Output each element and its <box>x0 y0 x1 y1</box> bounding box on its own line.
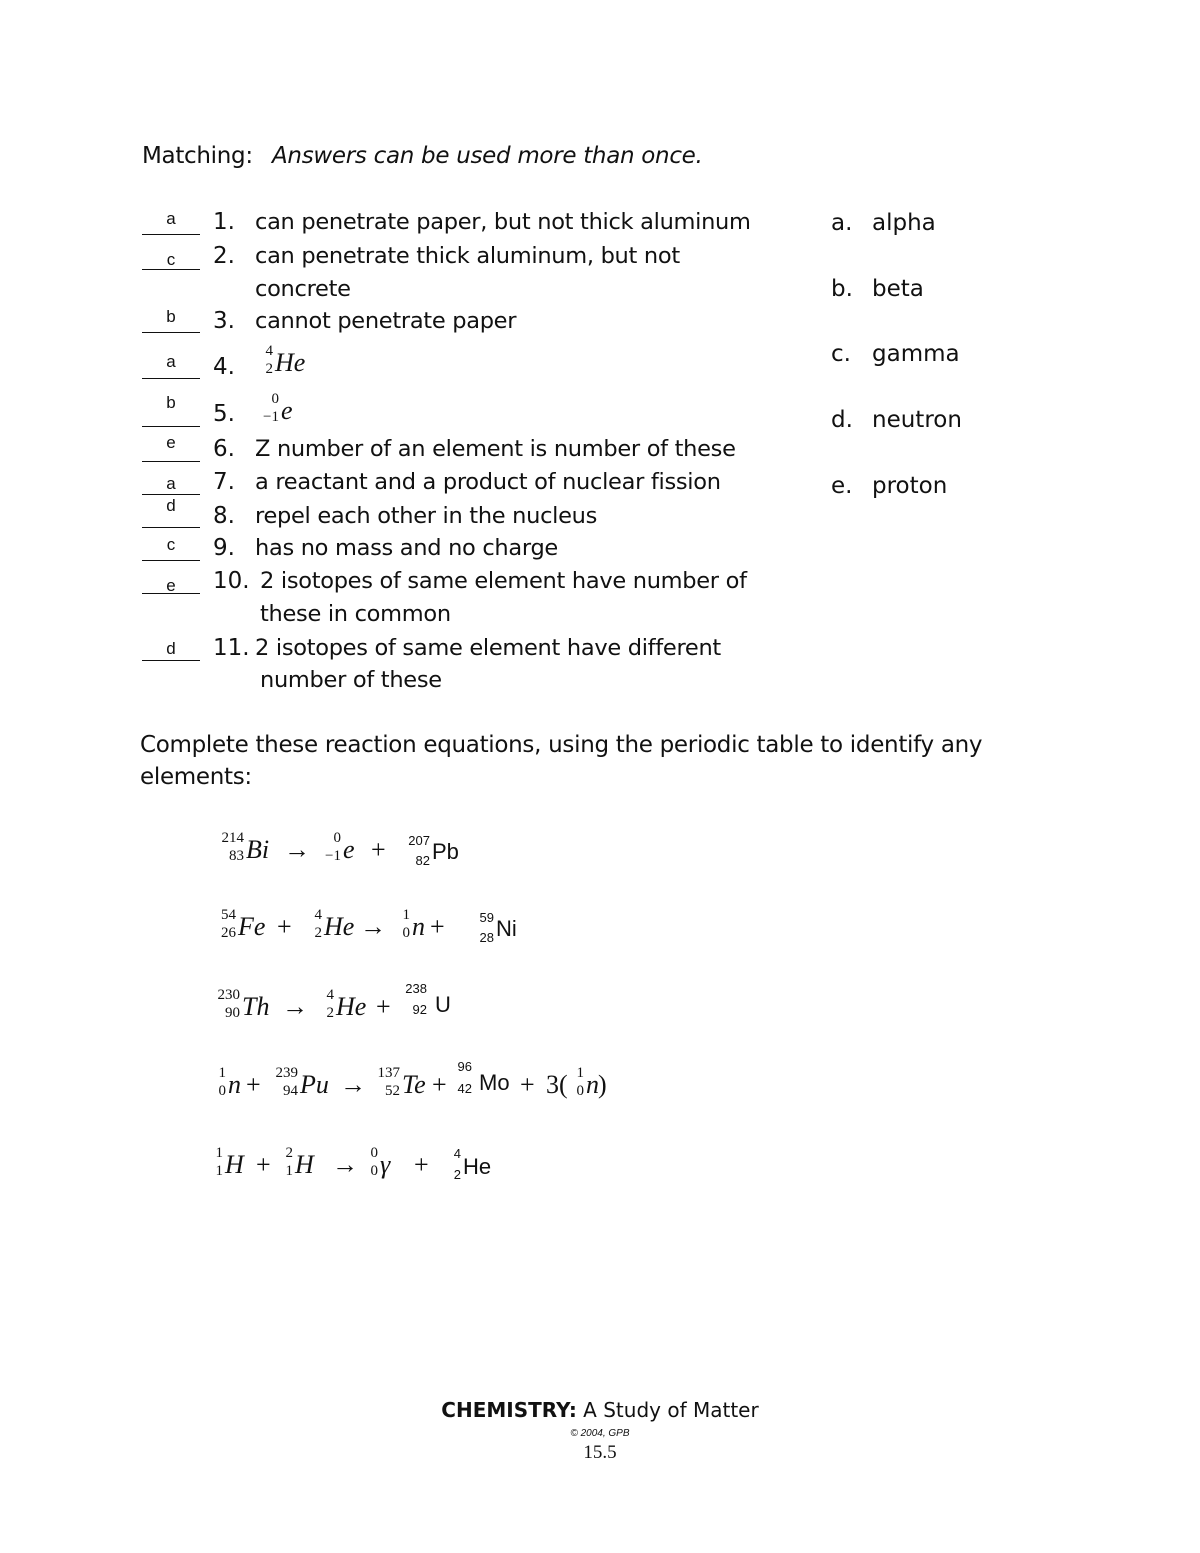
question-text-1: can penetrate paper, but not thick aluminum <box>255 209 751 235</box>
question-text-2-cont: concrete <box>255 276 351 302</box>
gamma-ray: 0 0 γ <box>370 1145 391 1179</box>
arrow: → <box>340 1070 366 1099</box>
plus: + <box>256 1150 271 1179</box>
question-text-10: 2 isotopes of same element have number of <box>260 568 747 594</box>
answer-blank-6[interactable]: e <box>142 437 200 462</box>
answer-blank-3[interactable]: b <box>142 308 200 333</box>
choice-alpha: alpha <box>872 210 936 236</box>
question-text-9: has no mass and no charge <box>255 535 558 561</box>
nuclide-tellurium-137: 137 52 Te <box>377 1065 426 1099</box>
reaction-instructions: Complete these reaction equations, using the periodic table to identify any <box>140 732 983 758</box>
coefficient-three: 3( <box>546 1070 568 1099</box>
question-number-5: 5. <box>213 401 235 427</box>
question-number-6: 6. <box>213 436 235 462</box>
question-number-3: 3. <box>213 308 235 334</box>
book-title: CHEMISTRY: A Study of Matter <box>441 1398 759 1422</box>
question-text-11-cont: number of these <box>260 667 442 693</box>
question-number-8: 8. <box>213 503 235 529</box>
nuclide-helium-4: 4 2 He <box>326 987 367 1021</box>
arrow: → <box>282 992 308 1021</box>
nuclide-neutron: 1 0 n <box>402 907 425 941</box>
nuclide-hydrogen-2: 2 1 H <box>285 1145 314 1179</box>
arrow: → <box>360 912 386 941</box>
matching-heading: Matching: <box>142 143 253 169</box>
plus: + <box>246 1070 261 1099</box>
copyright: © 2004, GPB <box>570 1428 630 1439</box>
answer-helium-4: 4 2 He <box>453 1146 492 1182</box>
nuclide-helium-4: 4 2 He <box>314 907 355 941</box>
question-text-2: can penetrate thick aluminum, but not <box>255 243 680 269</box>
question-number-1: 1. <box>213 209 235 235</box>
choice-letter-d: d. <box>831 407 853 433</box>
answer-uranium-238: 238 92 U <box>405 981 451 1017</box>
choice-letter-e: e. <box>831 473 853 499</box>
nuclide-thorium-230: 230 90 Th <box>217 987 270 1021</box>
answer-lead-207: 207 82 Pb <box>408 833 459 868</box>
arrow: → <box>284 835 310 864</box>
plus: + <box>376 992 391 1021</box>
choice-letter-c: c. <box>831 341 851 367</box>
answer-blank-8[interactable]: d <box>142 503 200 528</box>
plus: + <box>520 1070 535 1099</box>
question-text-11: 2 isotopes of same element have different <box>255 635 721 661</box>
page-number: 15.5 <box>583 1442 617 1463</box>
nuclide-hydrogen-1: 1 1 H <box>215 1145 244 1179</box>
plus: + <box>430 912 445 941</box>
question-number-9: 9. <box>213 535 235 561</box>
nuclide-neutron: 1 0 n <box>218 1065 241 1099</box>
choice-neutron: neutron <box>872 407 962 433</box>
plus: + <box>432 1070 447 1099</box>
question-text-10-cont: these in common <box>260 601 451 627</box>
question-number-10: 10. <box>213 568 250 594</box>
question-text-8: repel each other in the nucleus <box>255 503 598 529</box>
reaction-instructions-cont: elements: <box>140 764 252 790</box>
answer-blank-7[interactable]: a <box>142 470 200 495</box>
question-number-4: 4. <box>213 354 235 380</box>
matching-instructions: Answers can be used more than once. <box>272 143 703 169</box>
question-text-7: a reactant and a product of nuclear fission <box>255 469 721 495</box>
choice-proton: proton <box>872 473 948 499</box>
answer-molybdenum-96: 96 42 Mo <box>457 1059 510 1096</box>
answer-blank-10[interactable]: e <box>142 569 200 594</box>
nuclide-iron-54: 54 26 Fe <box>221 907 266 941</box>
question-number-11: 11. <box>213 635 250 661</box>
nuclide-electron: 0 −1 e <box>263 391 293 425</box>
question-number-2: 2. <box>213 243 235 269</box>
nuclide-bismuth-214: 214 83 Bi <box>221 830 270 864</box>
choice-gamma: gamma <box>872 341 960 367</box>
arrow: → <box>332 1150 358 1179</box>
answer-blank-4[interactable]: a <box>142 354 200 379</box>
answer-blank-5[interactable]: b <box>142 402 200 427</box>
close-paren: ) <box>598 1070 607 1099</box>
choice-beta: beta <box>872 276 924 302</box>
nuclide-helium-4: 4 2 He <box>265 343 306 377</box>
nuclide-plutonium-239: 239 94 Pu <box>275 1065 329 1099</box>
question-text-3: cannot penetrate paper <box>255 308 517 334</box>
choice-letter-a: a. <box>831 210 853 236</box>
plus: + <box>277 912 292 941</box>
question-text-6: Z number of an element is number of these <box>255 436 736 462</box>
answer-nickel-59: 59 28 Ni <box>479 910 517 945</box>
question-number-7: 7. <box>213 469 235 495</box>
nuclide-neutron: 1 0 n <box>576 1065 599 1099</box>
nuclide-electron: 0 −1 e <box>325 830 355 864</box>
plus: + <box>414 1150 429 1179</box>
plus: + <box>371 835 386 864</box>
answer-blank-1[interactable]: a <box>142 210 200 235</box>
answer-blank-2[interactable]: c <box>142 245 200 270</box>
choice-letter-b: b. <box>831 276 853 302</box>
answer-blank-9[interactable]: c <box>142 536 200 561</box>
answer-blank-11[interactable]: d <box>142 636 200 661</box>
